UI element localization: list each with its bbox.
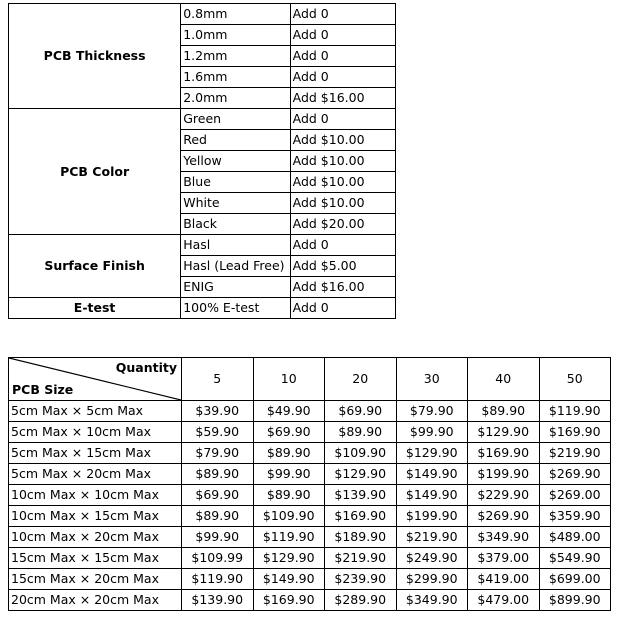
price-cell: $349.90 [396,590,468,611]
price-cell: $169.90 [539,422,611,443]
option-value: 0.8mm [181,4,290,25]
option-category: Surface Finish [9,235,181,298]
price-cell: $489.00 [539,527,611,548]
price-cell: $149.90 [396,464,468,485]
price-cell: $89.90 [253,443,325,464]
price-cell: $149.90 [396,485,468,506]
price-cell: $289.90 [325,590,397,611]
price-row [9,401,611,422]
price-cell: $269.90 [468,506,540,527]
price-cell: $99.90 [182,527,254,548]
pcb-size-cell: 5cm Max × 10cm Max [9,422,182,443]
price-cell: $249.90 [396,548,468,569]
price-cell: $99.90 [396,422,468,443]
pcb-size-header: PCB Size [12,382,74,397]
price-cell: $129.90 [253,548,325,569]
price-cell: $99.90 [253,464,325,485]
price-cell: $129.90 [468,422,540,443]
price-cell: $149.90 [253,569,325,590]
pcb-size-cell: 15cm Max × 15cm Max [9,548,182,569]
option-value: 1.2mm [181,46,290,67]
option-row [9,235,396,256]
price-cell: $299.90 [396,569,468,590]
price-cell: $349.90 [468,527,540,548]
pcb-size-cell: 5cm Max × 5cm Max [9,401,182,422]
option-price: Add 0 [290,46,395,67]
price-cell: $129.90 [396,443,468,464]
price-row [9,527,611,548]
price-cell: $69.90 [325,401,397,422]
price-cell: $359.90 [539,506,611,527]
price-cell: $239.90 [325,569,397,590]
quantity-column-header: 30 [396,358,468,401]
option-price: Add 0 [290,67,395,88]
price-cell: $199.90 [468,464,540,485]
pcb-size-cell: 10cm Max × 20cm Max [9,527,182,548]
price-cell: $119.90 [253,527,325,548]
pcb-size-cell: 10cm Max × 15cm Max [9,506,182,527]
price-row [9,464,611,485]
price-cell: $129.90 [325,464,397,485]
price-cell: $69.90 [182,485,254,506]
price-cell: $169.90 [253,590,325,611]
quantity-column-header: 5 [182,358,254,401]
price-row [9,443,611,464]
option-price: Add 0 [290,298,395,319]
quantity-column-header: 20 [325,358,397,401]
option-price: Add 0 [290,4,395,25]
price-cell: $89.90 [182,506,254,527]
option-value: Red [181,130,290,151]
option-value: 100% E-test [181,298,290,319]
price-header-row [9,358,611,401]
option-value: Yellow [181,151,290,172]
price-cell: $219.90 [325,548,397,569]
quantity-column-header: 50 [539,358,611,401]
option-price: Add $10.00 [290,172,395,193]
option-value: Green [181,109,290,130]
pcb-size-cell: 15cm Max × 20cm Max [9,569,182,590]
pcb-size-cell: 5cm Max × 15cm Max [9,443,182,464]
price-cell: $139.90 [182,590,254,611]
pcb-price-table [8,357,611,611]
price-cell: $89.90 [468,401,540,422]
price-cell: $89.90 [182,464,254,485]
price-row [9,590,611,611]
price-cell: $49.90 [253,401,325,422]
option-value: 1.0mm [181,25,290,46]
price-cell: $89.90 [253,485,325,506]
pcb-options-table [8,3,396,319]
option-price: Add $10.00 [290,193,395,214]
price-cell: $269.90 [539,464,611,485]
option-category: PCB Color [9,109,181,235]
price-cell: $219.90 [539,443,611,464]
price-cell: $219.90 [396,527,468,548]
option-value: Black [181,214,290,235]
option-category: E-test [9,298,181,319]
option-price: Add 0 [290,109,395,130]
option-value: White [181,193,290,214]
option-price: Add $16.00 [290,88,395,109]
option-value: Hasl (Lead Free) [181,256,290,277]
price-cell: $59.90 [182,422,254,443]
option-price: Add $16.00 [290,277,395,298]
price-cell: $79.90 [396,401,468,422]
price-cell: $69.90 [253,422,325,443]
price-row [9,485,611,506]
option-price: Add $5.00 [290,256,395,277]
quantity-column-header: 10 [253,358,325,401]
option-price: Add 0 [290,235,395,256]
pcb-size-cell: 10cm Max × 10cm Max [9,485,182,506]
pcb-size-cell: 20cm Max × 20cm Max [9,590,182,611]
price-cell: $39.90 [182,401,254,422]
price-cell: $379.00 [468,548,540,569]
option-value: Blue [181,172,290,193]
option-category: PCB Thickness [9,4,181,109]
price-cell: $229.90 [468,485,540,506]
price-cell: $419.00 [468,569,540,590]
price-cell: $199.90 [396,506,468,527]
price-cell: $109.99 [182,548,254,569]
quantity-column-header: 40 [468,358,540,401]
option-price: Add $10.00 [290,151,395,172]
price-cell: $79.90 [182,443,254,464]
price-cell: $549.90 [539,548,611,569]
price-cell: $109.90 [253,506,325,527]
option-row [9,298,396,319]
price-cell: $479.00 [468,590,540,611]
price-row [9,569,611,590]
pcb-size-cell: 5cm Max × 20cm Max [9,464,182,485]
option-value: 1.6mm [181,67,290,88]
option-row [9,109,396,130]
price-row [9,422,611,443]
price-cell: $699.00 [539,569,611,590]
option-value: Hasl [181,235,290,256]
price-cell: $269.00 [539,485,611,506]
diagonal-header-cell [9,358,182,401]
option-price: Add 0 [290,25,395,46]
price-cell: $119.90 [539,401,611,422]
price-row [9,548,611,569]
price-cell: $109.90 [325,443,397,464]
price-row [9,506,611,527]
option-row [9,4,396,25]
price-cell: $139.90 [325,485,397,506]
option-price: Add $20.00 [290,214,395,235]
price-cell: $119.90 [182,569,254,590]
price-cell: $189.90 [325,527,397,548]
option-value: ENIG [181,277,290,298]
option-price: Add $10.00 [290,130,395,151]
price-cell: $899.90 [539,590,611,611]
price-cell: $169.90 [325,506,397,527]
price-cell: $89.90 [325,422,397,443]
price-cell: $169.90 [468,443,540,464]
quantity-header: Quantity [115,360,177,375]
option-value: 2.0mm [181,88,290,109]
